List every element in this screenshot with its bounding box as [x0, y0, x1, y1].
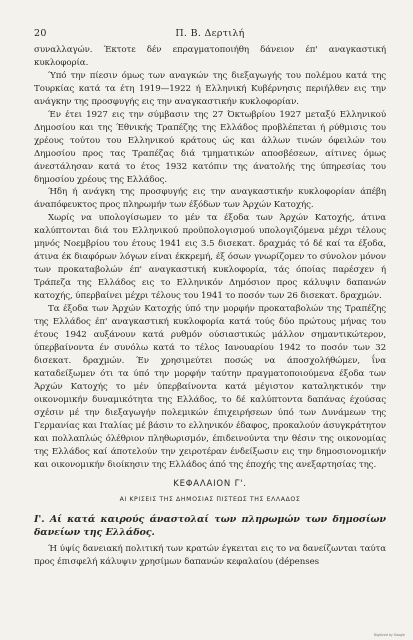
digitization-credit: Digitized by Google — [373, 633, 405, 637]
page-body — [34, 44, 386, 569]
chapter-title: ΚΕΦΑΛΑΙΟΝ Γ'. — [173, 479, 247, 490]
paragraph: Ήδη ή ανάγκη της προσφυγής εις την αναγκαστικήν κυκλοφορίαν άπέβη άναπόφευκτος προς πληρωμήν των έξόδων των Άρχών Κατοχής. — [34, 187, 386, 211]
paragraph: Ύπό την πίεσιν όμως των αναγκών της διεξαγωγής του πολέμου κατά της Τουρκίας κατά τα έτη 1919—1922 ή Ελληνική Κυβέρνησις περιήλθεν εις την ανάγκην της προσφυγής εις την αναγκαστικήν κυκλοφορίαν. — [34, 70, 386, 107]
page-number: 20 — [34, 28, 47, 39]
section-paragraph: Ή ύψίς δανειακή πολιτική των κρατών έγκειται εις το να δανείζωνται ταύτα προς έπισφελή κάλυψιν χρησίμων δαπανών κεφαλαίου (dépenses — [34, 544, 386, 568]
running-head: Π. Β. Δερτιλή — [175, 28, 245, 39]
page-header — [34, 28, 386, 42]
chapter-subtitle: ΑΙ ΚΡΙΣΕΙΣ ΤΗΣ ΔΗΜΟΣΙΑΣ ΠΙΣΤΕΩΣ ΤΗΣ ΕΛΛΑΔΟΣ — [119, 496, 301, 504]
paragraph: Έν έτει 1927 εις την σύμβασιν της 27 Όκτωβρίου 1927 μεταξύ Ελληνικού Δημοσίου και της Έθνικής Τραπέζης της Ελλάδος προβλέπεται ή ρύθμισις του χρέους τούτου του Ελληνικού κράτους ώς και άλλων τινών όφειλών του Δημοσίου προς τας Τραπέζας διά τμηματικών αποσβέσεων, αίτινες όμως άνεστάλησαν κατά το έτος 1932 κατόπιν της άνατολής της ύπηρεσίας του δημοσίου χρέους της Ελλάδος. — [34, 109, 386, 185]
paragraph: Τα έξοδα των Άρχών Κατοχής ύπό την μορφήν προκαταβολών της Τραπέζης της Ελλάδος έπ' αναγκαστική κυκλοφορία κατά τούς δύο πρώτους μήνας του έτους 1942 αυξάνουν κατά ρυθμόν ούσιαστικώς μάλλον σημαντικώτερον, ύπερβαίνοντα έν συνόλω κατά το τέλος Ιανουαρίου 1942 το ποσόν των 32 δισεκατ. δραχμών. Έν χρησιμεύτει ποσώς να άποσχολήθώμεν, ΐνα καταδείξωμεν ότι τα ύπό την μορφήν ταύτην πραγματοποιούμενα έξοδα των Άρχών Κατοχής το μέν ύπερβαίνοντα κατά μέγιστον καταληκτικόν την οικονομικήν δυναμικότητα της Ελλάδος, το δέ καλύπτοντα δαπάνας έχούσας σχέσιν μέ την διεξαγωγήν πολεμικών έπιχειρήσεων ύπό των Δυνάμεων της Γερμανίας και Ιταλίας μέ βάσιν το ελληνικόν έδαφος, προκαλούν άσυγκράτητον και πολλαπλώς όλέθριον πληθωρισμόν, έπιδεινούντα την θέσιν της οικονομίας της Ελλάδος καί άποτελούν την χειροτέραν ένδείξωσιν εις την δημοσιονομικήν και οικονομικήν διοίκησιν της Ελλάδος άπό της έποχής της ανεξαρτησίας της. — [34, 304, 386, 470]
paragraph: συναλλαγών. Έκτοτε δέν επραγματοποιήθη δάνειον έπ' αναγκαστική κυκλοφορία. — [34, 45, 386, 68]
section-heading: Ι'. Αί κατά καιρούς άναστολαί των πληρωμών των δημοσίων δανείων της Ελλάδος. — [34, 514, 386, 539]
paragraph: Χωρίς να υπολογίσωμεν το μέν τα έξοδα των Άρχών Κατοχής, άτινα καλύπτονται διά του Ελληνικού προϋπολογισμού υπολογιζόμενα μέχρι τέλους μηνός Νοεμβρίου του έτους 1941 εις 3.5 δισεκατ. δραχμάς τό δέ καί τα έξοδα, άτινα έκ διαφόρων λόγων είναι έκκρεμή, έξ όσων γνωρίζομεν το σύνολον μόνον των προκαταβολών έπ' αναγκαστική κυκλοφορία, τάς όποίας παρέσχεν ή Τράπεζα της Ελλάδος εις το Ελληνικόν Δημόσιον προς κάλυψιν δαπανών κατοχής, ύπερβαίνει μέχρι τέλους του 1941 το ποσόν των 26 δισεκατ. δραχμών. — [34, 213, 386, 302]
